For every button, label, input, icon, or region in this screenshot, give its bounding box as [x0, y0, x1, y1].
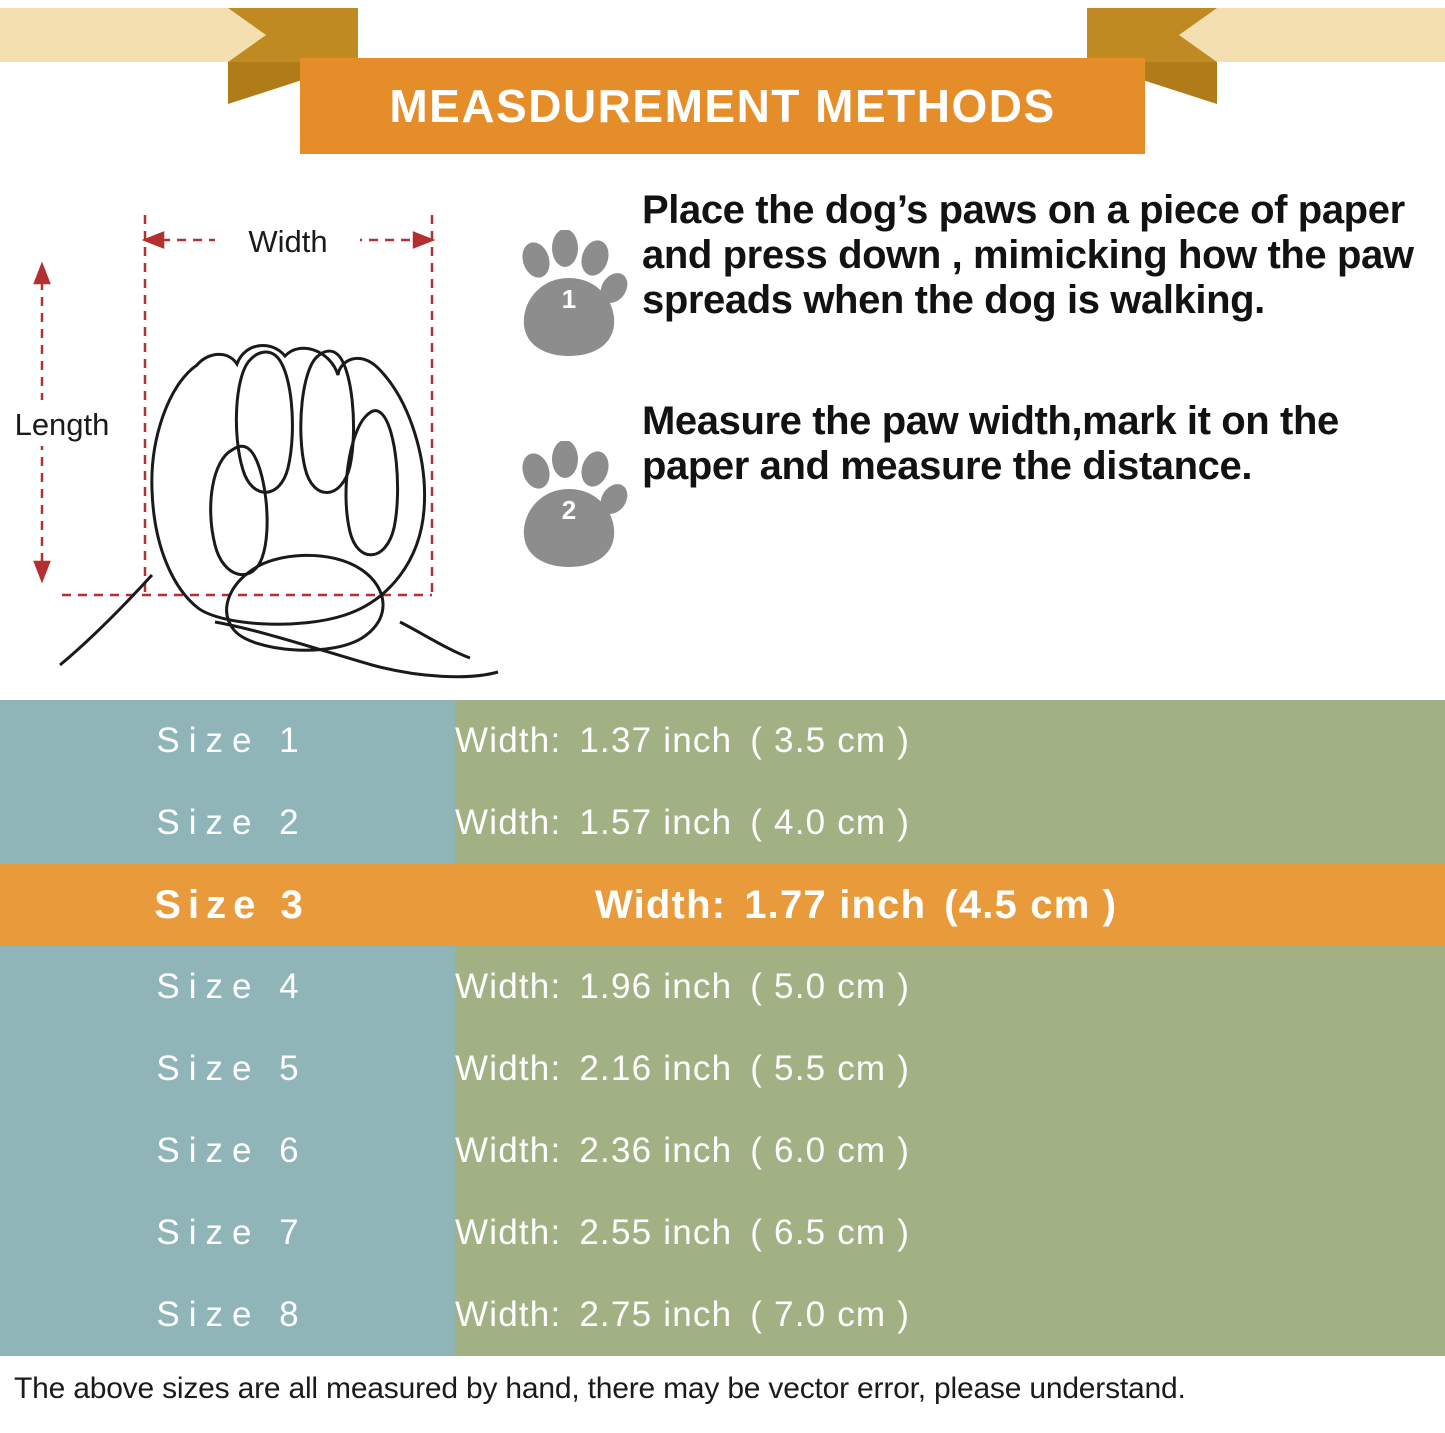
width-label-text: Width:	[455, 803, 562, 842]
width-cm: ( 7.0 cm )	[750, 1295, 911, 1334]
instructions-section	[0, 160, 1445, 700]
size-table	[0, 700, 1445, 1356]
step-2	[510, 399, 1427, 576]
width-label-text: Width:	[455, 1049, 562, 1088]
size-value	[455, 1274, 1445, 1356]
table-row	[0, 782, 1445, 864]
width-cm: ( 6.5 cm )	[750, 1213, 911, 1252]
size-label: Size 1	[0, 700, 455, 782]
width-cm: ( 3.5 cm )	[750, 721, 911, 760]
width-cm: ( 5.0 cm )	[750, 967, 911, 1006]
width-label-text: Width:	[455, 721, 562, 760]
width-cm: ( 4.0 cm )	[750, 803, 911, 842]
size-value	[455, 700, 1445, 782]
paw-print-icon-1	[510, 188, 628, 365]
size-label: Size 7	[0, 1192, 455, 1274]
size-label: Size 3	[0, 864, 455, 946]
page-title: MEASDUREMENT METHODS	[300, 58, 1145, 154]
width-inch: 1.57 inch	[579, 803, 733, 842]
width-inch: 2.16 inch	[579, 1049, 733, 1088]
size-label: Size 8	[0, 1274, 455, 1356]
size-label: Size 2	[0, 782, 455, 864]
steps-list	[500, 160, 1445, 700]
table-row	[0, 946, 1445, 1028]
size-value	[455, 946, 1445, 1028]
width-inch: 1.96 inch	[579, 967, 733, 1006]
size-value	[455, 1110, 1445, 1192]
width-label-text: Width:	[455, 1131, 562, 1170]
table-row-highlighted	[0, 864, 1445, 946]
step-text-1: Place the dog’s paws on a piece of paper and press down , mimicking how the paw spreads when the dog is walking.	[642, 188, 1414, 322]
step-number-2: 2	[561, 495, 577, 525]
width-label-text: Width:	[455, 967, 562, 1006]
table-row	[0, 700, 1445, 782]
table-row	[0, 1110, 1445, 1192]
step-1	[510, 188, 1427, 365]
width-cm: ( 5.5 cm )	[750, 1049, 911, 1088]
width-label: Width	[248, 224, 328, 259]
width-label-text: Width:	[455, 1213, 562, 1252]
header-banner	[0, 0, 1445, 160]
table-row	[0, 1274, 1445, 1356]
size-label: Size 6	[0, 1110, 455, 1192]
footnote: The above sizes are all measured by hand, there may be vector error, please understand.	[14, 1372, 1186, 1405]
step-number-1: 1	[561, 284, 577, 314]
table-row	[0, 1192, 1445, 1274]
paw-diagram	[0, 160, 500, 700]
size-label: Size 5	[0, 1028, 455, 1110]
ribbon-fold-left	[228, 62, 306, 104]
width-label-text: Width:	[455, 1295, 562, 1334]
ribbon-fold-right	[1139, 62, 1217, 104]
width-cm: (4.5 cm )	[944, 882, 1118, 927]
width-inch: 2.55 inch	[579, 1213, 733, 1252]
width-inch: 1.37 inch	[579, 721, 733, 760]
size-value	[455, 864, 1445, 946]
size-value	[455, 782, 1445, 864]
size-value	[455, 1192, 1445, 1274]
width-inch: 1.77 inch	[744, 882, 927, 927]
width-cm: ( 6.0 cm )	[750, 1131, 911, 1170]
table-row	[0, 1028, 1445, 1110]
size-label: Size 4	[0, 946, 455, 1028]
width-inch: 2.75 inch	[579, 1295, 733, 1334]
length-label: Length	[14, 407, 110, 442]
width-inch: 2.36 inch	[579, 1131, 733, 1170]
paw-print-icon-2	[510, 399, 628, 576]
width-label-text: Width:	[595, 882, 727, 927]
step-text-2: Measure the paw width,mark it on the paper and measure the distance.	[642, 399, 1339, 488]
size-value	[455, 1028, 1445, 1110]
